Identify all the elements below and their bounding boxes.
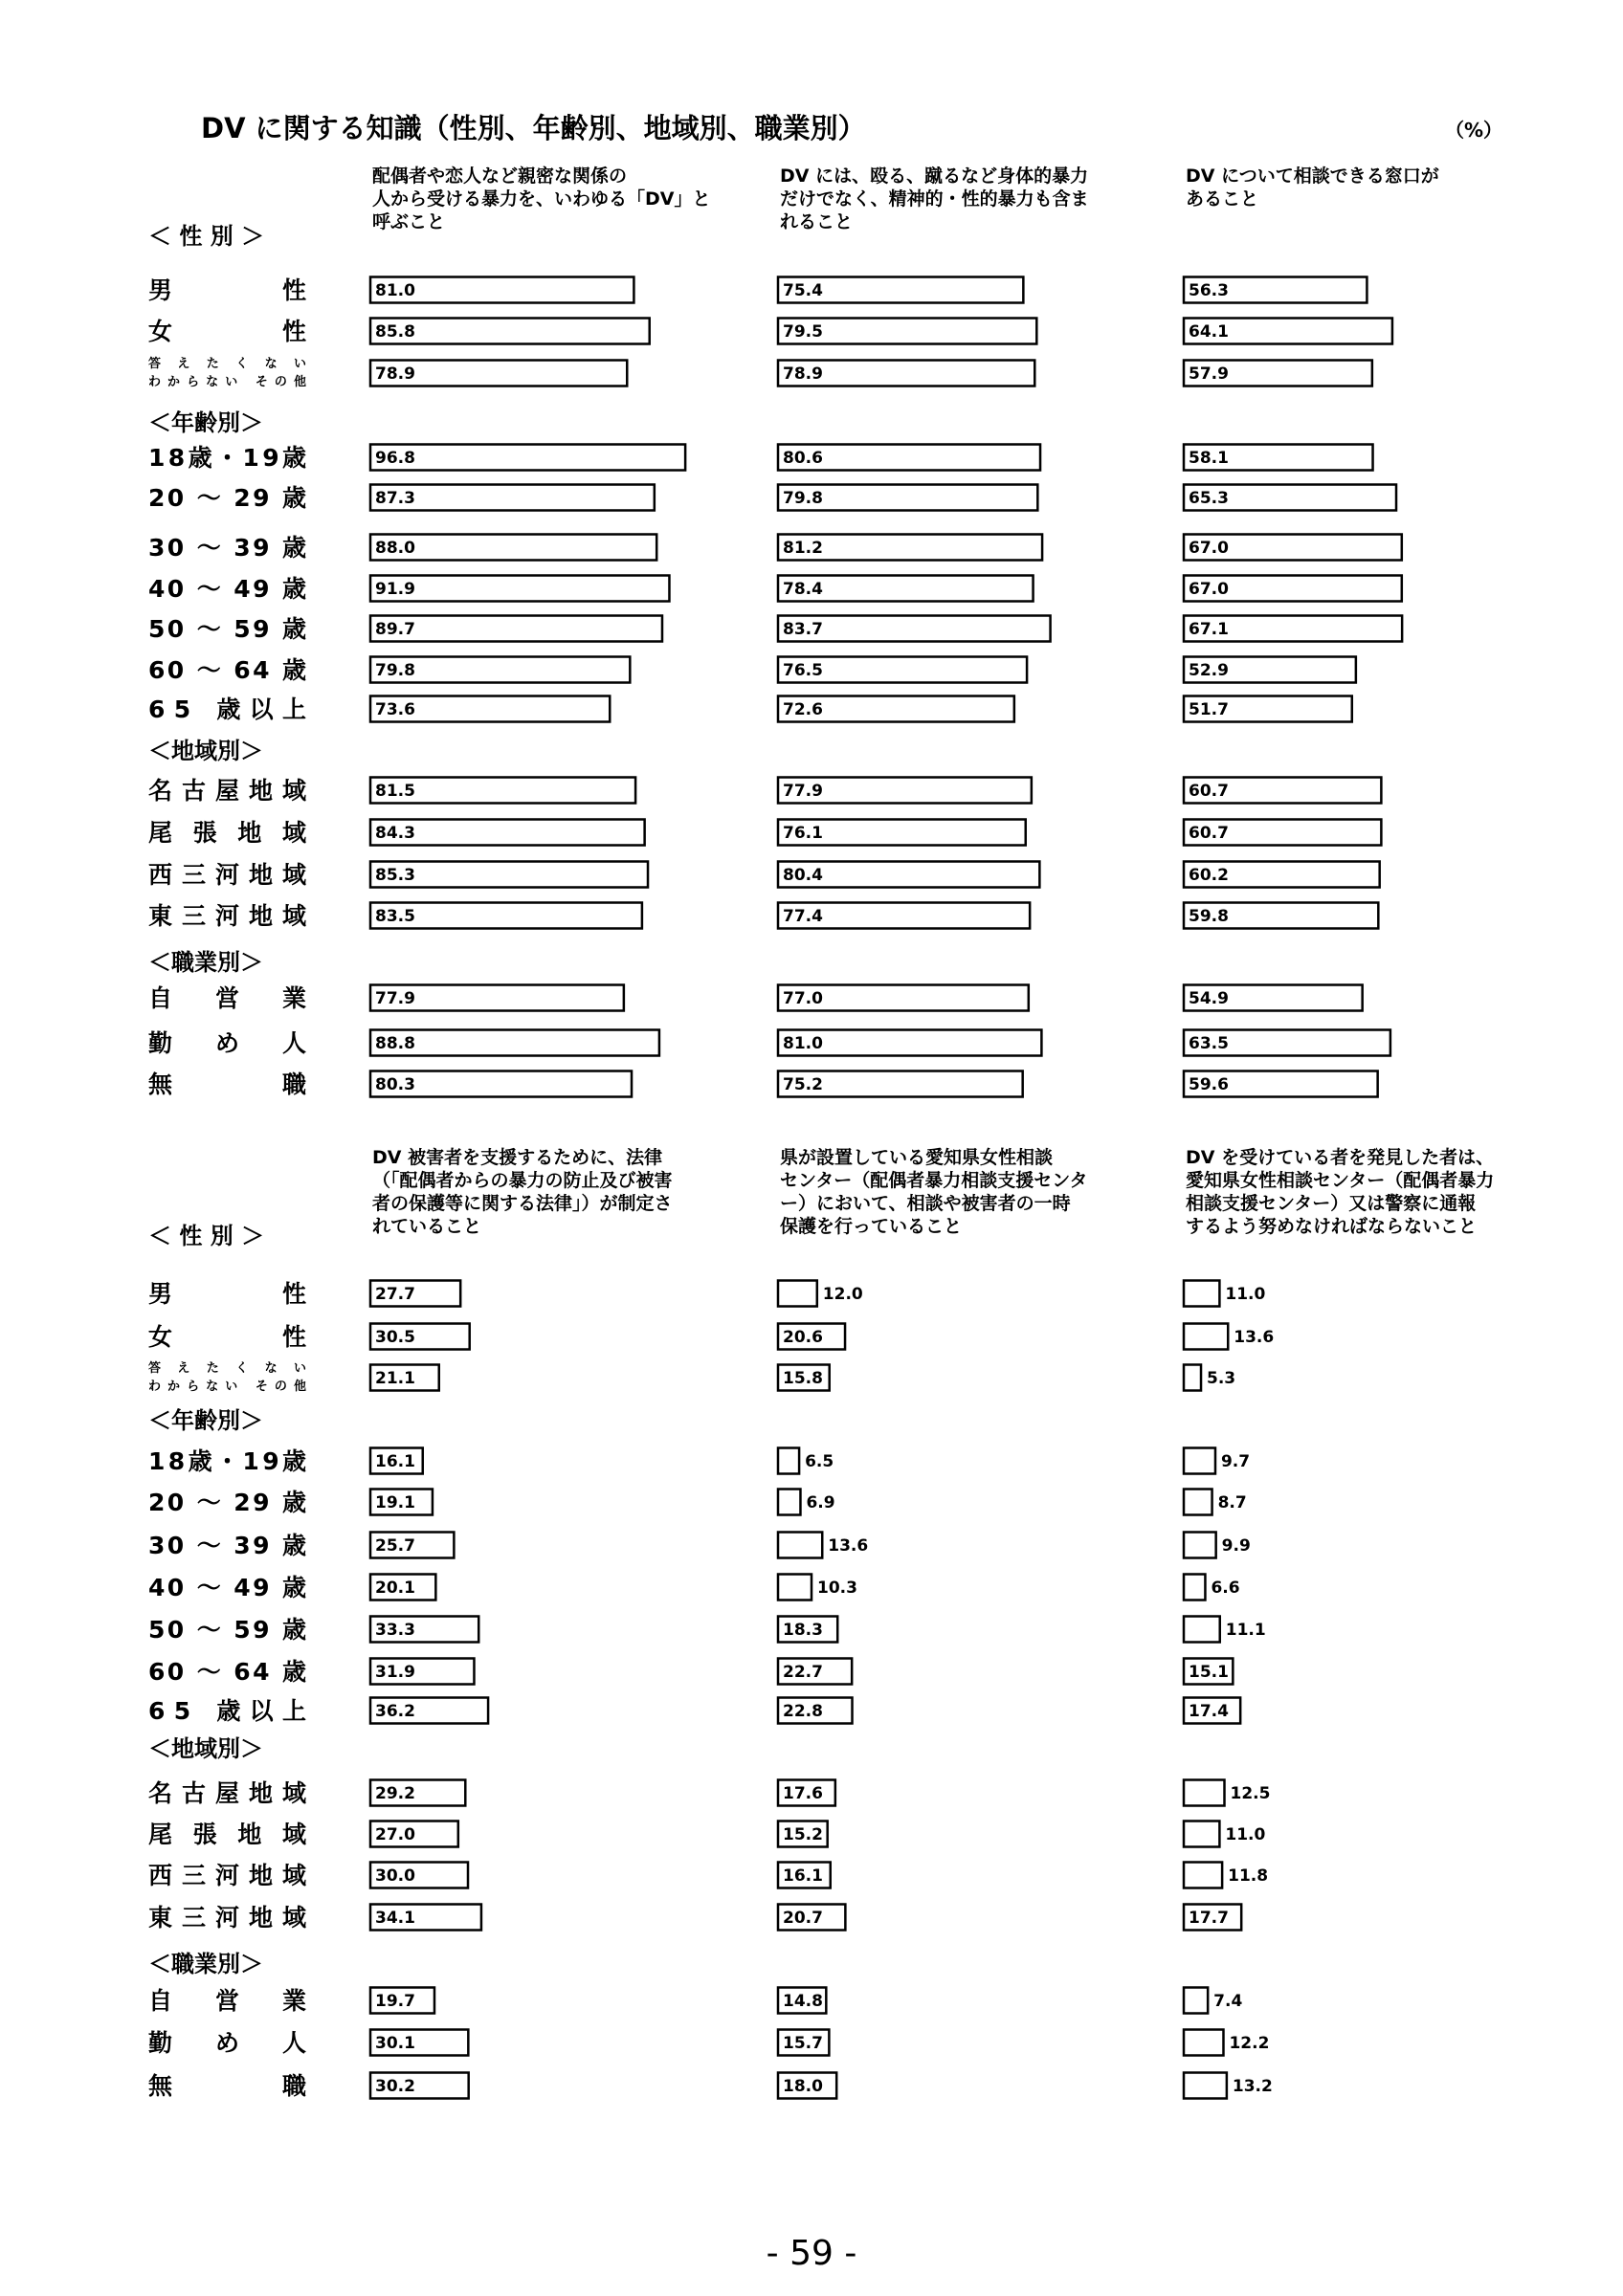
- bar: [1184, 1617, 1220, 1643]
- row-label: 50 ～ 59 歳: [148, 1616, 306, 1644]
- value-label: 59.6: [1189, 1075, 1229, 1094]
- value-label: 6.9: [806, 1493, 835, 1512]
- value-label: 20.6: [783, 1328, 823, 1347]
- value-label: 27.0: [375, 1825, 415, 1844]
- value-label: 31.9: [375, 1663, 415, 1682]
- bar: [1184, 1281, 1219, 1307]
- value-label: 17.7: [1189, 1909, 1229, 1928]
- row-label: 40 ～ 49 歳: [148, 1574, 306, 1601]
- value-label: 9.9: [1221, 1536, 1251, 1556]
- value-label: 7.4: [1213, 1992, 1243, 2011]
- question-text-p2-s2: 保護を行っていること: [780, 1216, 963, 1237]
- bar: [1184, 1575, 1205, 1601]
- value-label: 81.0: [783, 1034, 823, 1053]
- value-label: 77.4: [783, 907, 823, 926]
- value-label: 19.7: [375, 1992, 415, 2011]
- group-label: ＜職業別＞: [148, 1951, 263, 1977]
- value-label: 36.2: [375, 1702, 415, 1721]
- value-label: 13.6: [828, 1536, 869, 1556]
- group-label: ＜年齢別＞: [148, 1407, 263, 1434]
- row-label: わからない その他: [148, 375, 306, 389]
- value-label: 13.6: [1234, 1328, 1275, 1347]
- row-label: 30 ～ 39 歳: [148, 1532, 306, 1559]
- value-label: 54.9: [1189, 989, 1229, 1008]
- value-label: 81.2: [783, 539, 823, 558]
- value-label: 81.0: [375, 281, 415, 300]
- value-label: 18.0: [783, 2077, 823, 2096]
- value-label: 79.5: [783, 322, 823, 342]
- bar: [778, 1490, 800, 1515]
- bar: [1184, 2030, 1223, 2056]
- value-label: 67.1: [1189, 620, 1229, 639]
- value-label: 89.7: [375, 620, 415, 639]
- row-label: 尾 張 地 域: [148, 1821, 306, 1848]
- question-text-p2-s3: DV を受けている者を発見した者は、: [1186, 1147, 1495, 1168]
- value-label: 15.7: [783, 2034, 823, 2053]
- value-label: 29.2: [375, 1784, 415, 1803]
- row-label: 答えたくない: [148, 1361, 306, 1376]
- row-label: 女 性: [148, 318, 306, 345]
- value-label: 5.3: [1207, 1369, 1236, 1388]
- row-label: 20 ～ 29 歳: [148, 484, 306, 512]
- value-label: 11.1: [1225, 1621, 1266, 1640]
- row-label: 40 ～ 49 歳: [148, 575, 306, 603]
- bar: [1184, 1988, 1208, 2014]
- row-label: 20 ～ 29 歳: [148, 1489, 306, 1516]
- bar: [1184, 1365, 1201, 1391]
- value-label: 80.6: [783, 449, 823, 468]
- row-label: 60 ～ 64 歳: [148, 1658, 306, 1686]
- value-label: 77.9: [783, 782, 823, 801]
- question-text-p2-s1: DV 被害者を支援するために、法律: [372, 1147, 663, 1168]
- row-label: 自 営 業: [148, 984, 306, 1012]
- question-text-p2-s2: ー）において、相談や被害者の一時: [780, 1193, 1071, 1214]
- question-text-p2-s1: （「配偶者からの暴力の防止及び被害: [372, 1170, 673, 1191]
- page-number: - 59 -: [766, 2234, 857, 2273]
- group-label: ＜ 性 別 ＞: [148, 1223, 265, 1249]
- group-label: ＜年齢別＞: [148, 409, 263, 436]
- row-label: 自 営 業: [148, 1987, 306, 2015]
- question-text-p1-s2: れること: [780, 211, 854, 232]
- row-label: 18歳・19歳: [148, 1447, 306, 1475]
- question-text-p1-s3: あること: [1186, 188, 1259, 210]
- row-label: 男 性: [148, 276, 306, 304]
- bar: [778, 1533, 822, 1558]
- value-label: 15.1: [1189, 1663, 1229, 1682]
- row-label: 東三河地域: [148, 1904, 306, 1932]
- row-label: 無 職: [148, 2072, 306, 2100]
- value-label: 17.4: [1189, 1702, 1229, 1721]
- question-text-p2-s3: 愛知県女性相談センター（配偶者暴力: [1186, 1170, 1495, 1191]
- question-text-p2-s2: 県が設置している愛知県女性相談: [780, 1147, 1054, 1168]
- value-label: 6.6: [1211, 1578, 1240, 1598]
- value-label: 12.0: [822, 1285, 863, 1304]
- value-label: 13.2: [1232, 2077, 1273, 2096]
- value-label: 88.0: [375, 539, 415, 558]
- row-label: 名古屋地域: [148, 1779, 306, 1807]
- value-label: 17.6: [783, 1784, 823, 1803]
- group-label: ＜職業別＞: [148, 949, 263, 976]
- value-label: 78.9: [783, 364, 823, 384]
- row-label: 西三河地域: [148, 861, 306, 889]
- row-label: 勤 め 人: [148, 1029, 306, 1057]
- value-label: 83.5: [375, 907, 415, 926]
- value-label: 30.0: [375, 1866, 415, 1886]
- value-label: 57.9: [1189, 364, 1229, 384]
- value-label: 60.7: [1189, 782, 1229, 801]
- row-label: 答えたくない: [148, 357, 306, 371]
- question-text-p1-s3: DV について相談できる窓口が: [1186, 166, 1439, 187]
- row-label: 尾 張 地 域: [148, 819, 306, 847]
- question-text-p1-s2: DV には、殴る、蹴るなど身体的暴力: [780, 166, 1089, 187]
- group-label: ＜地域別＞: [148, 738, 263, 764]
- question-text-p2-s2: センター（配偶者暴力相談支援センタ: [780, 1170, 1088, 1191]
- row-label: 西三河地域: [148, 1862, 306, 1889]
- value-label: 64.1: [1189, 322, 1229, 342]
- value-label: 30.5: [375, 1328, 415, 1347]
- group-label: ＜ 性 別 ＞: [148, 223, 265, 250]
- bar: [1184, 1821, 1219, 1847]
- value-label: 85.3: [375, 866, 415, 885]
- value-label: 27.7: [375, 1285, 415, 1304]
- row-label: 名古屋地域: [148, 777, 306, 805]
- value-label: 77.9: [375, 989, 415, 1008]
- value-label: 91.9: [375, 580, 415, 599]
- value-label: 85.8: [375, 322, 415, 342]
- value-label: 76.1: [783, 824, 823, 843]
- value-label: 78.9: [375, 364, 415, 384]
- value-label: 63.5: [1189, 1034, 1229, 1053]
- value-label: 51.7: [1189, 700, 1229, 719]
- value-label: 56.3: [1189, 281, 1229, 300]
- row-label: 18歳・19歳: [148, 444, 306, 472]
- bar: [1184, 1780, 1225, 1806]
- value-label: 12.5: [1230, 1784, 1271, 1803]
- value-label: 18.3: [783, 1621, 823, 1640]
- value-label: 6.5: [805, 1452, 834, 1471]
- value-label: 11.8: [1228, 1866, 1269, 1886]
- question-text-p1-s2: だけでなく、精神的・性的暴力も含ま: [780, 188, 1089, 210]
- value-label: 8.7: [1217, 1493, 1247, 1512]
- value-label: 16.1: [375, 1452, 415, 1471]
- value-label: 16.1: [783, 1866, 823, 1886]
- value-label: 20.1: [375, 1578, 415, 1598]
- value-label: 81.5: [375, 782, 415, 801]
- value-label: 60.2: [1189, 866, 1229, 885]
- value-label: 79.8: [783, 489, 823, 508]
- value-label: 19.1: [375, 1493, 415, 1512]
- page-title: DV に関する知識（性別、年齢別、地域別、職業別）: [201, 112, 866, 144]
- row-label: 女 性: [148, 1323, 306, 1351]
- value-label: 30.2: [375, 2077, 415, 2096]
- value-label: 33.3: [375, 1621, 415, 1640]
- group-label: ＜地域別＞: [148, 1735, 263, 1762]
- bar: [778, 1448, 799, 1474]
- value-label: 75.4: [783, 281, 823, 300]
- value-label: 34.1: [375, 1909, 415, 1928]
- question-text-p1-s1: 配偶者や恋人など親密な関係の: [372, 166, 628, 187]
- value-label: 58.1: [1189, 449, 1229, 468]
- value-label: 80.4: [783, 866, 823, 885]
- value-label: 88.8: [375, 1034, 415, 1053]
- value-label: 79.8: [375, 661, 415, 680]
- bar: [1184, 1490, 1212, 1515]
- bar: [1184, 2073, 1227, 2099]
- question-text-p2-s3: 相談支援センター）又は警察に通報: [1186, 1193, 1477, 1214]
- value-label: 65.3: [1189, 489, 1229, 508]
- value-label: 14.8: [783, 1992, 823, 2011]
- row-label: わからない その他: [148, 1380, 306, 1394]
- value-label: 60.7: [1189, 824, 1229, 843]
- value-label: 22.8: [783, 1702, 823, 1721]
- row-label: 30 ～ 39 歳: [148, 534, 306, 562]
- row-label: 勤 め 人: [148, 2029, 306, 2057]
- row-label: 60 ～ 64 歳: [148, 656, 306, 684]
- row-label: 65 歳以上: [148, 695, 306, 723]
- value-label: 11.0: [1225, 1825, 1266, 1844]
- question-text-p2-s1: れていること: [372, 1216, 482, 1237]
- row-label: 無 職: [148, 1071, 306, 1098]
- value-label: 25.7: [375, 1536, 415, 1556]
- value-label: 75.2: [783, 1075, 823, 1094]
- value-label: 11.0: [1225, 1285, 1266, 1304]
- value-label: 78.4: [783, 580, 823, 599]
- bar: [370, 445, 685, 471]
- bar: [1184, 1863, 1222, 1888]
- value-label: 10.3: [817, 1578, 857, 1598]
- value-label: 20.7: [783, 1909, 823, 1928]
- row-label: 65 歳以上: [148, 1697, 306, 1725]
- bar: [778, 1281, 817, 1307]
- value-label: 87.3: [375, 489, 415, 508]
- bar: [1184, 1448, 1215, 1474]
- question-text-p2-s3: するよう努めなければならないこと: [1186, 1216, 1478, 1237]
- bar: [1184, 1533, 1216, 1558]
- row-label: 男 性: [148, 1280, 306, 1308]
- value-label: 22.7: [783, 1663, 823, 1682]
- value-label: 67.0: [1189, 580, 1229, 599]
- value-label: 59.8: [1189, 907, 1229, 926]
- value-label: 21.1: [375, 1369, 415, 1388]
- value-label: 96.8: [375, 449, 415, 468]
- value-label: 72.6: [783, 700, 823, 719]
- question-text-p1-s1: 人から受ける暴力を、いわゆる「DV」と: [372, 188, 711, 210]
- value-label: 9.7: [1220, 1452, 1251, 1471]
- value-label: 83.7: [783, 620, 823, 639]
- value-label: 77.0: [783, 989, 823, 1008]
- value-label: 15.2: [783, 1825, 823, 1844]
- value-label: 80.3: [375, 1075, 415, 1094]
- value-label: 12.2: [1229, 2034, 1270, 2053]
- question-text-p2-s1: 者の保護等に関する法律」）が制定さ: [372, 1193, 673, 1214]
- value-label: 52.9: [1189, 661, 1229, 680]
- value-label: 30.1: [375, 2034, 415, 2053]
- value-label: 84.3: [375, 824, 415, 843]
- row-label: 東三河地域: [148, 902, 306, 930]
- unit-label: （%）: [1445, 119, 1503, 142]
- row-label: 50 ～ 59 歳: [148, 615, 306, 643]
- value-label: 67.0: [1189, 539, 1229, 558]
- bar: [778, 1575, 812, 1601]
- bar: [1184, 1324, 1228, 1350]
- value-label: 15.8: [783, 1369, 823, 1388]
- question-text-p1-s1: 呼ぶこと: [372, 211, 446, 232]
- value-label: 73.6: [375, 700, 415, 719]
- value-label: 76.5: [783, 661, 823, 680]
